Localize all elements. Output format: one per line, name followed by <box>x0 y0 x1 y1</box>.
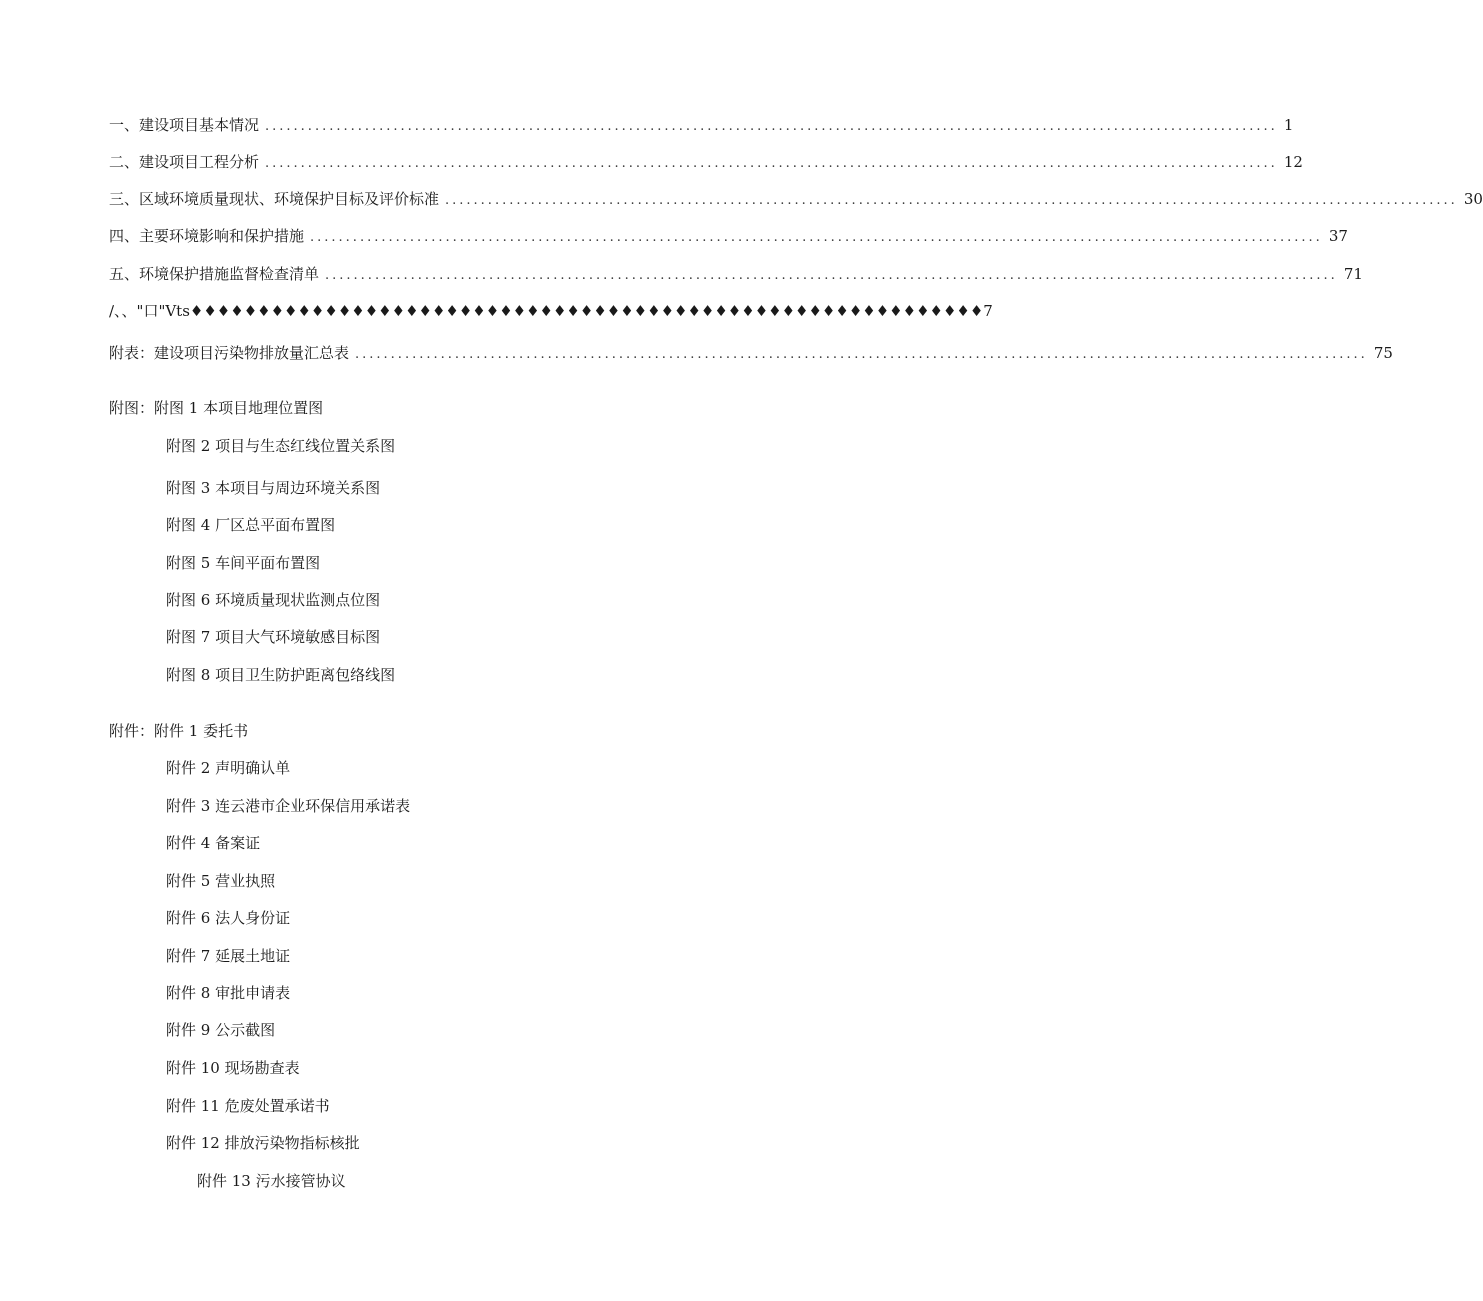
attachment-item: 附件 13 污水接管协议 <box>197 1172 346 1190</box>
dot-leader <box>265 117 1278 137</box>
attachment-item: 附件 4 备案证 <box>166 834 261 852</box>
dot-leader <box>310 228 1323 248</box>
figure-item: 附图 8 项目卫生防护距离包络线图 <box>166 666 396 684</box>
figure-item: 附图 6 环境质量现状监测点位图 <box>166 591 381 609</box>
toc-entry-1[interactable] <box>109 115 1294 137</box>
toc-page-number: 12 <box>1283 153 1303 171</box>
figure-item: 附图 3 本项目与周边环境关系图 <box>166 479 381 497</box>
toc-label: 二、建设项目工程分析 <box>109 153 260 171</box>
dot-leader <box>265 154 1278 174</box>
toc-page-number: 75 <box>1373 344 1393 362</box>
attachment-item: 附件 9 公示截图 <box>166 1021 276 1039</box>
toc-page-number: 30 <box>1463 190 1483 208</box>
toc-entry-5[interactable] <box>109 264 1363 286</box>
toc-page-number: 37 <box>1328 227 1348 245</box>
attachment-item: 附件：附件 1 委托书 <box>109 722 249 740</box>
attachment-item: 附件 5 营业执照 <box>166 872 276 890</box>
attachment-item: 附件 3 连云港市企业环保信用承诺表 <box>166 797 411 815</box>
attachment-item: 附件 6 法人身份证 <box>166 909 291 927</box>
garbled-toc-line: ∕、、"口"Vts♦♦♦♦♦♦♦♦♦♦♦♦♦♦♦♦♦♦♦♦♦♦♦♦♦♦♦♦♦♦♦♦♦♦♦♦♦♦♦♦♦♦♦♦♦♦♦♦♦♦♦♦♦♦♦♦♦♦♦7 <box>109 302 993 320</box>
figure-item: 附图 7 项目大气环境敏感目标图 <box>166 628 381 646</box>
attachment-item: 附件 12 排放污染物指标核批 <box>166 1134 360 1152</box>
attachment-item: 附件 8 审批申请表 <box>166 984 291 1002</box>
dot-leader <box>445 191 1458 211</box>
attachment-item: 附件 2 声明确认单 <box>166 759 291 777</box>
figure-item: 附图 4 厂区总平面布置图 <box>166 516 336 534</box>
toc-label: 三、区域环境质量现状、环境保护目标及评价标准 <box>109 190 440 208</box>
attachment-item: 附件 10 现场勘查表 <box>166 1059 300 1077</box>
toc-entry-appendix-table[interactable] <box>109 343 1393 365</box>
toc-page-number: 1 <box>1283 116 1294 134</box>
figure-item: 附图：附图 1 本项目地理位置图 <box>109 399 324 417</box>
toc-entry-3[interactable] <box>109 189 1483 211</box>
toc-label: 五、环境保护措施监督检查清单 <box>109 265 320 283</box>
toc-entry-2[interactable] <box>109 152 1303 174</box>
toc-page-number: 71 <box>1343 265 1363 283</box>
attachment-item: 附件 11 危废处置承诺书 <box>166 1097 330 1115</box>
dot-leader <box>325 266 1338 286</box>
toc-label: 四、主要环境影响和保护措施 <box>109 227 305 245</box>
toc-entry-4[interactable] <box>109 226 1348 248</box>
attachment-item: 附件 7 延展土地证 <box>166 947 291 965</box>
figure-item: 附图 2 项目与生态红线位置关系图 <box>166 437 396 455</box>
toc-label: 一、建设项目基本情况 <box>109 116 260 134</box>
figure-item: 附图 5 车间平面布置图 <box>166 554 321 572</box>
toc-label: 附表：建设项目污染物排放量汇总表 <box>109 344 350 362</box>
dot-leader <box>355 345 1368 365</box>
